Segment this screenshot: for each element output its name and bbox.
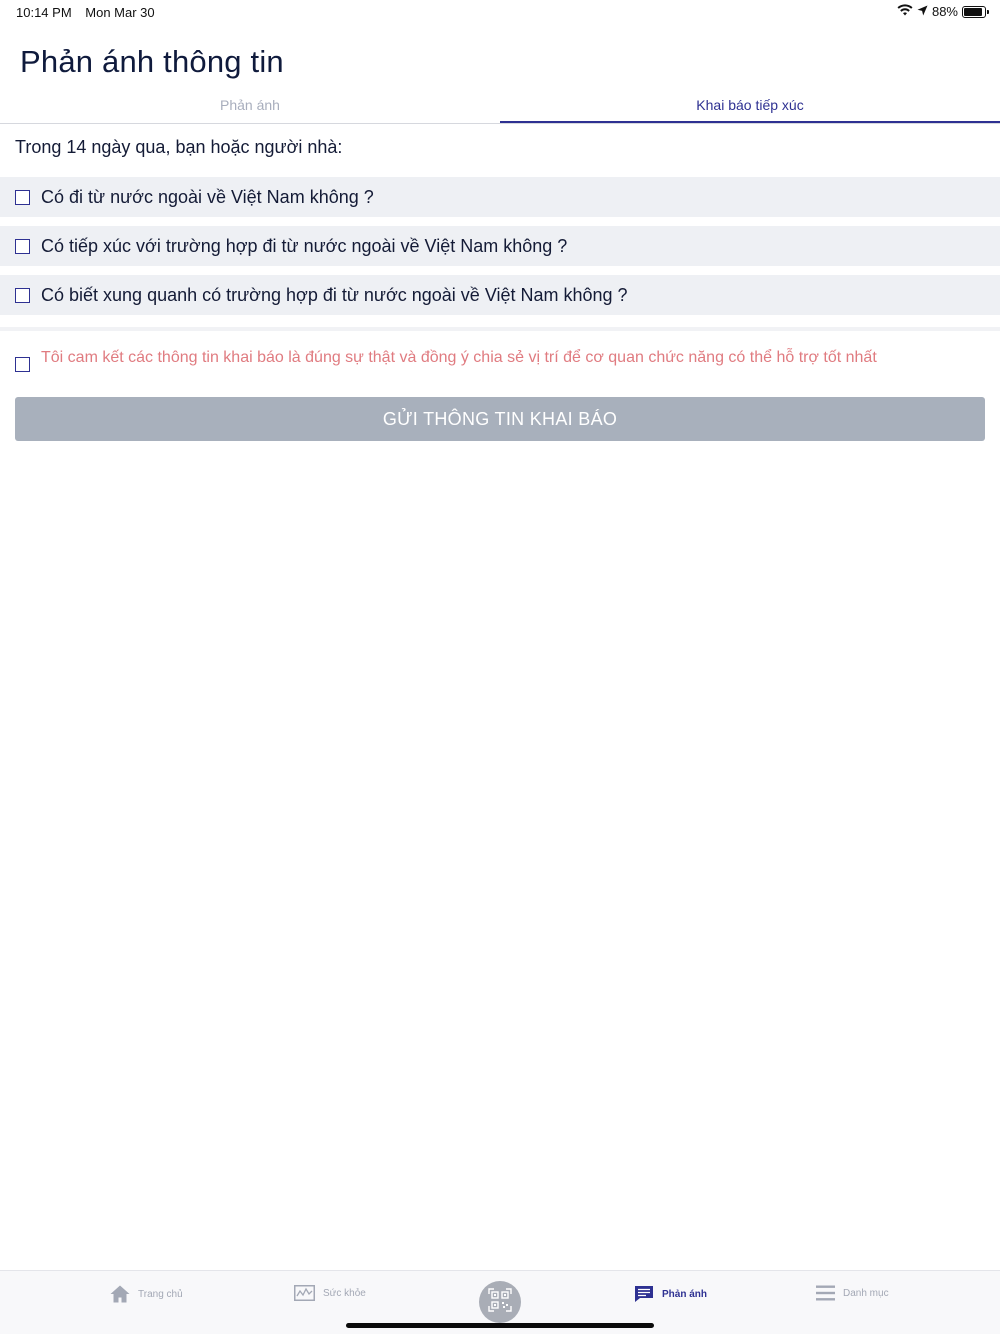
- commitment-row[interactable]: [0, 346, 1000, 372]
- message-icon: [634, 1285, 654, 1303]
- menu-icon: [816, 1285, 835, 1301]
- commitment-label: Tôi cam kết các thông tin khai báo là đúng sự thật và đồng ý chia sẻ vị trí để cơ quan chức năng có thể hỗ trợ tốt nhất: [41, 349, 877, 366]
- qr-code-icon: [488, 1288, 512, 1317]
- question-checkbox[interactable]: [15, 190, 30, 205]
- nav-item-danh-muc[interactable]: [816, 1285, 889, 1301]
- battery-percent: 88%: [931, 4, 958, 19]
- location-arrow-icon: [917, 4, 928, 19]
- status-right: [897, 4, 986, 19]
- question-checkbox[interactable]: [15, 239, 30, 254]
- tab-phan-anh[interactable]: Phản ánh: [220, 97, 280, 113]
- page-title: Phản ánh thông tin: [20, 44, 284, 79]
- tab-khai-bao-tiep-xuc[interactable]: Khai báo tiếp xúc: [500, 88, 1000, 123]
- section-divider: [0, 327, 1000, 331]
- question-row[interactable]: [0, 226, 1000, 266]
- battery-fill: [964, 8, 982, 16]
- tab-bar: [0, 88, 1000, 124]
- wifi-icon: [897, 4, 913, 19]
- question-row[interactable]: [0, 177, 1000, 217]
- status-left: [16, 5, 165, 20]
- qr-scan-button[interactable]: [479, 1281, 521, 1323]
- nav-item-phan-anh[interactable]: [634, 1285, 707, 1303]
- nav-label: Trang chủ: [138, 1288, 183, 1300]
- nav-label: Danh mục: [843, 1287, 889, 1299]
- nav-label: Phản ánh: [662, 1288, 708, 1300]
- home-indicator[interactable]: [346, 1323, 654, 1328]
- question-checkbox[interactable]: [15, 288, 30, 303]
- question-label: Có biết xung quanh có trường hợp đi từ nước ngoài về Việt Nam không ?: [41, 284, 628, 305]
- question-row[interactable]: [0, 275, 1000, 315]
- status-date: Mon Mar 30: [85, 5, 155, 20]
- bottom-nav: [0, 1270, 1000, 1334]
- battery-icon: [962, 6, 986, 18]
- status-bar: [0, 0, 1000, 24]
- home-icon: [110, 1285, 130, 1303]
- nav-item-suc-khoe[interactable]: [294, 1285, 366, 1301]
- question-label: Có đi từ nước ngoài về Việt Nam không ?: [41, 186, 374, 207]
- status-time: 10:14 PM: [16, 5, 72, 20]
- nav-label: Sức khỏe: [323, 1287, 366, 1299]
- health-chart-icon: [294, 1285, 315, 1301]
- form-intro: Trong 14 ngày qua, bạn hoặc người nhà:: [15, 137, 343, 157]
- question-label: Có tiếp xúc với trường hợp đi từ nước ngoài về Việt Nam không ?: [41, 235, 568, 256]
- commitment-checkbox[interactable]: [15, 357, 30, 372]
- nav-item-trang-chu[interactable]: [110, 1285, 183, 1303]
- submit-button[interactable]: GỬI THÔNG TIN KHAI BÁO: [15, 397, 985, 441]
